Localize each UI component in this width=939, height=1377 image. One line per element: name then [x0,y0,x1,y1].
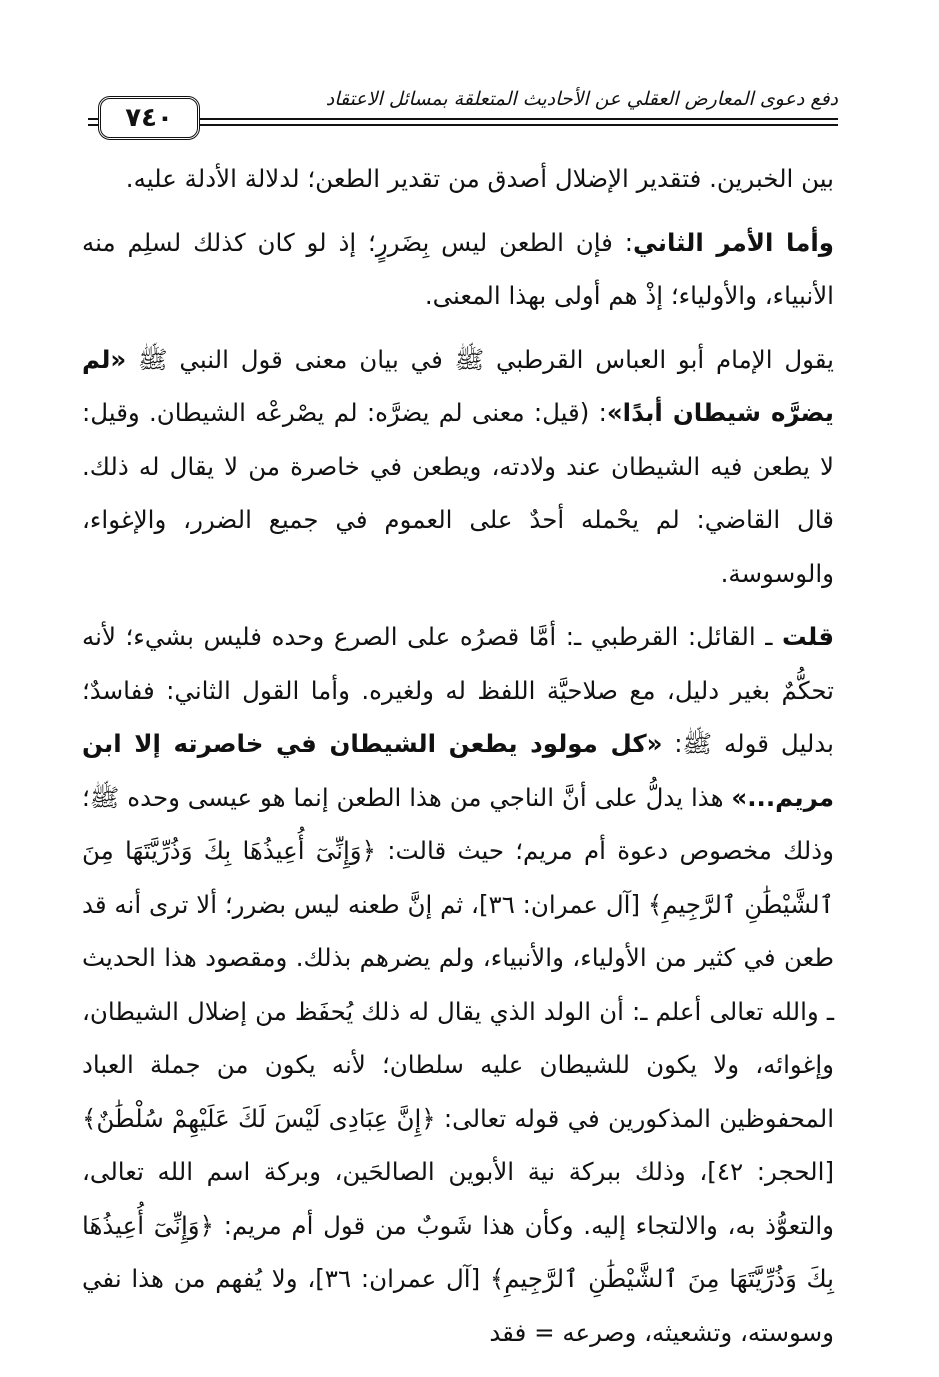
bold-text-run: وأما الأمر الثاني [633,227,835,257]
text-run: هذا يدلُّ على أنَّ الناجي من هذا الطعن إنما هو عيسى وحده ﷺ؛ وذلك مخصوص دعوة أم مريم؛ حيث قالت: ﴿وَإِنِّىٓ أُعِيذُهَا بِكَ وَذُرِّيَّتَهَا مِنَ ٱلشَّيْطَٰنِ ٱلرَّجِيمِ﴾ [آل عمران: ٣٦]، ثم إنَّ طعنه ليس بضرر؛ ألا ترى أنه قد طعن في كثير من الأولياء، والأنبياء، ولم يضرهم بذلك. ومقصود هذا الحديث ـ والله تعالى أعلم ـ: أن الولد الذي يقال له ذلك يُحفَظ من إضلال الشيطان، وإغوائه، ولا يكون للشيطان عليه سلطان؛ لأنه يكون من جملة العباد المحفوظين المذكورين في قوله تعالى: ﴿إِنَّ عِبَادِى لَيْسَ لَكَ عَلَيْهِمْ سُلْطَٰنٌ﴾ [الحجر: ٤٢]، وذلك ببركة نية الأبوين الصالحَين، وبركة اسم الله تعالى، والتعوُّذ به، والالتجاء إليه. وكأن هذا شَوبٌ من قول أم مريم: ﴿وَإِنِّىٓ أُعِيذُهَا بِكَ وَذُرِّيَّتَهَا مِنَ ٱلشَّيْطَٰنِ ٱلرَّجِيمِ﴾ [آل عمران: ٣٦]، ولا يُفهم من هذا نفي وسوسته، وتشعيثه، وصرعه = فقد [82,782,835,1347]
page-header [88,78,838,138]
header-rule [88,118,838,120]
paragraph [82,610,834,1359]
text-run: : (قيل: معنى لم يضرَّه: لم يصْرعْه الشيطان. وقيل: لا يطعن فيه الشيطان عند ولادته، ويطعن في خاصرة من لا يقال له ذلك. قال القاضي: لم يحْمله أحدٌ على العموم في جميع الضرر، والإغواء، والوسوسة. [82,398,834,588]
bold-text-run: «لم يضرَّه شيطان أبدًا» [82,344,834,427]
text-run: بين الخبرين. فتقدير الإضلال أصدق من تقدير الطعن؛ لدلالة الأدلة عليه. [125,164,834,193]
paragraph [82,333,834,601]
paragraph [82,152,834,206]
running-title: دفع دعوى المعارض العقلي عن الأحاديث المتعلقة بمسائل الاعتقاد [242,84,838,114]
header-rule [88,124,838,126]
bold-text-run: «كل مولود يطعن الشيطان في خاصرته إلا ابن مريم...» [82,729,834,812]
page-number: ٧٤٠ [98,96,200,140]
text-run: يقول الإمام أبو العباس القرطبي ﷺ في بيان معنى قول النبي ﷺ [126,344,834,374]
paragraph [82,216,834,323]
page-body [82,152,834,1359]
text-run: ـ القائل: القرطبي ـ: أمَّا قصرُه على الصرع وحده فليس بشيء؛ لأنه تحكُّمٌ بغير دليل، مع صلاحيَّة اللفظ له ولغيره. وأما القول الثاني: ففاسدٌ؛ بدليل قوله ﷺ: [82,622,834,758]
bold-text-run: قلت [782,622,834,651]
text-run: : فإن الطعن ليس بِضَررٍ؛ إذ لو كان كذلك لسلِم منه الأنبياء، والأولياء؛ إذْ هم أولى بهذا المعنى. [82,227,834,310]
